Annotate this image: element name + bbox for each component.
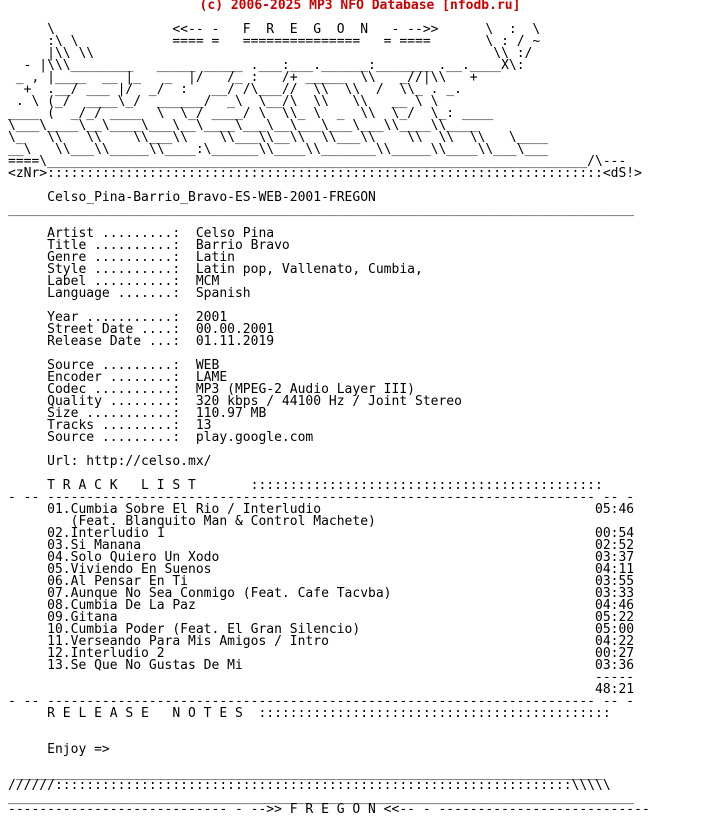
nfo-text: \ <<-- - F R E G O N - -->> \ : \ :\ \ ==== = =============== = ==== \ : / ~ |\\ \\ \\ :/ - |\\\________ _____ _____ .___:___.______:_______ .__.____X\: _ , |____ __ |_ _ |/ /_ : /+ _____ \\ _//|\\ + + .__/ ___ |/ _/ : __/ /\___// \\ \\ / \\_ . _. . \ (_/ ____\_/ ______/ _\ \__/\ \\ \\ __ \ \ ____ ( _/_/ ____ \ \_/ ____/ \ \\_ \ _ \\ \_/ \_: ____ \___\____\__\____\___\__\____\___\__\___\___\___\\____\\____ \_ \\ \\ \\___\\ \\___\\__\\ \\___\\ \\ \\ \\ \____ __\ \\___\\_____\\____:\______\\____\\_______\\_____\\____\\___\___ ====\_____________________________________________________________________/\--- <zNr>:::::::::::::::::::::::::::::::::::::::::::::::::::::::::::::::::::::::<dS!> Celso_Pina-Barrio_Bravo-ES-WEB-2001-FREGON ________________________________________________________________________________ Artist .........: Celso Pina Title ..........: Barrio Bravo Genre ..........: Latin Style ..........: Latin pop, Vallenato, Cumbia, Label ..........: MCM Language .......: Spanish Year ...........: 2001 Street Date ....: 00.00.2001 Release Date ...: 01.11.2019 Source .........: WEB Encoder ........: LAME Codec ..........: MP3 (MPEG-2 Audio Layer III) Quality ........: 320 kbps / 44100 Hz / Joint Stereo Size ...........: 110.97 MB Tracks .........: 13 Source .........: play.google.com Url: http://celso.mx/ T R A C K L I S T ::::::::::::::::::::::::::::::::::::::::::::: - -- ---------------------------------------------------------------------- -- - 01.Cumbia Sobre El Rio / Interludio 05:46 (Feat. Blanquito Man & Control Machete) 02.Interludio 1 00:54 03.Si Manana 02:52 04.Solo Quiero Un Xodo 03:37 05.Viviendo En Suenos 04:11 06.Al Pensar En Ti 03:55 07.Aunque No Sea Conmigo (Feat. Cafe Tacvba) 03:33 08.Cumbia De La Paz 04:46 09.Gitana 05:22 10.Cumbia Poder (Feat. El Gran Silencio) 05:00 11.Verseando Para Mis Amigos / Intro 04:22 12.Interludio 2 00:27 13.Se Que No Gustas De Mi 03:36 ----- 48:21 - -- ---------------------------------------------------------------------- -- - R E L E A S E N O T E S ::::::::::::::::::::::::::::::::::::::::::::: Enjoy => ___________________________________________________________________________ //////::::::::::::::::::::::::::::::::::::::::::::::::::::::::::::::::::\\\\\ ________________________________________________________________________________ ---------------------------- - -->> F R E G O N <<-- - --------------------------- [8, 22, 650, 817]
copyright-link[interactable]: (c) 2006-2025 MP3 NFO Database [nfodb.ru] [199, 0, 521, 13]
